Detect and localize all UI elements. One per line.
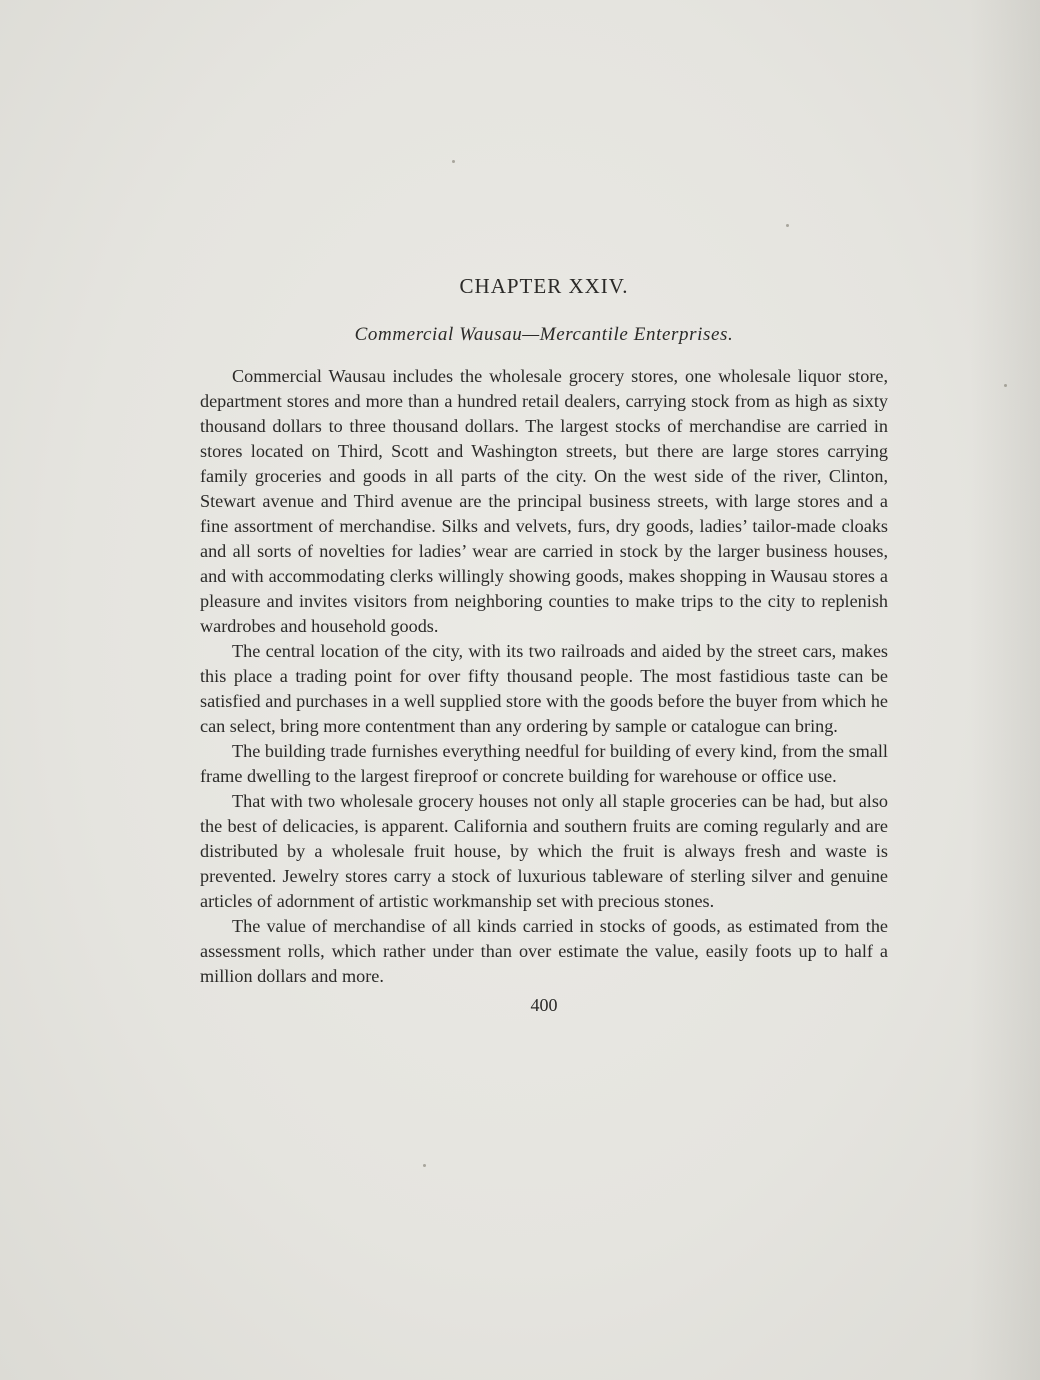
paragraph: Commercial Wausau includes the wholesale grocery stores, one wholesale liquor store, department stores and more than a hundred retail dealers, carrying stock from as high as sixty thousand dollars to three thousand dollars. The largest stocks of merchandise are carried in stores located on Third, Scott and Washington streets, but there are large stores carrying family groceries and goods in all parts of the city. On the west side of the river, Clinton, Stewart avenue and Third avenue are the principal business streets, with large stores and a fine assortment of merchandise. Silks and velvets, furs, dry goods, ladies’ tailor-made cloaks and all sorts of novelties for ladies’ wear are carried in stock by the larger business houses, and with accommodating clerks willingly showing goods, makes shopping in Wausau stores a pleasure and invites visitors from neighboring counties to make trips to the city to replenish wardrobes and household goods. xyxy=(200,366,888,636)
paper-speck xyxy=(1004,384,1007,387)
paragraph: The value of merchandise of all kinds carried in stocks of goods, as estimated from the assessment rolls, which rather under than over estimate the value, easily foots up to half a million dollars and more. xyxy=(200,916,888,986)
page-number: 400 xyxy=(530,995,558,1015)
paper-speck xyxy=(452,160,455,163)
paper-speck xyxy=(423,1164,426,1167)
chapter-title: Commercial Wausau—Mercantile Enterprises. xyxy=(354,324,734,345)
chapter-heading: CHAPTER XXIV. xyxy=(459,274,629,298)
page-text xyxy=(200,272,888,1017)
paragraph: That with two wholesale grocery houses not only all staple groceries can be had, but also the best of delicacies, is apparent. California and southern fruits are coming regularly and are distributed by a wholesale fruit house, by which the fruit is always fresh and waste is prevented. Jewelry stores carry a stock of luxurious tableware of sterling silver and genuine articles of adornment of artistic workmanship set with precious stones. xyxy=(200,791,888,911)
paper-speck xyxy=(786,224,789,227)
paragraph: The building trade furnishes everything needful for building of every kind, from the small frame dwelling to the largest fireproof or concrete building for warehouse or office use. xyxy=(200,741,888,786)
paragraph: The central location of the city, with its two railroads and aided by the street cars, makes this place a trading point for over fifty thousand people. The most fastidious taste can be satisfied and purchases in a well supplied store with the goods before the buyer from which he can select, bring more contentment than any ordering by sample or catalogue can bring. xyxy=(200,641,888,736)
